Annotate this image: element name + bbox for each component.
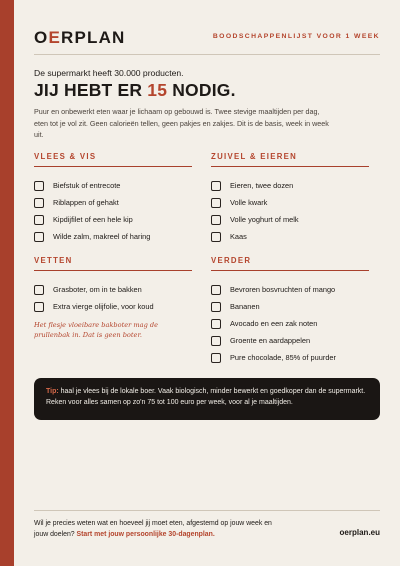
list-item[interactable]: Wilde zalm, makreel of haring bbox=[34, 228, 192, 245]
checkbox[interactable] bbox=[34, 198, 44, 208]
checkbox[interactable] bbox=[34, 215, 44, 225]
list-item[interactable]: Grasboter, om in te bakken bbox=[34, 281, 192, 298]
checkbox[interactable] bbox=[211, 232, 221, 242]
list-item[interactable]: Extra vierge olijfolie, voor koud bbox=[34, 298, 192, 315]
list-item[interactable]: Volle kwark bbox=[211, 194, 369, 211]
accent-bar bbox=[0, 0, 14, 566]
list-item[interactable]: Groente en aardappelen bbox=[211, 332, 369, 349]
checkbox[interactable] bbox=[211, 285, 221, 295]
list-item[interactable]: Biefstuk of entrecote bbox=[34, 177, 192, 194]
section-verder bbox=[211, 256, 369, 366]
section-vlees-vis bbox=[34, 152, 192, 245]
headline-number: 15 bbox=[147, 80, 168, 100]
section-title: VERDER bbox=[211, 256, 369, 271]
header-divider bbox=[34, 54, 380, 55]
checkbox[interactable] bbox=[211, 336, 221, 346]
tip-box bbox=[34, 378, 380, 420]
headline: JIJ HEBT ER 15 NODIG. bbox=[34, 80, 236, 100]
checkbox[interactable] bbox=[211, 215, 221, 225]
list-item[interactable]: Bevroren bosvruchten of mango bbox=[211, 281, 369, 298]
checkbox[interactable] bbox=[211, 353, 221, 363]
list-item[interactable]: Pure chocolade, 85% of puurder bbox=[211, 349, 369, 366]
list-item[interactable]: Kipdijfilet of een hele kip bbox=[34, 211, 192, 228]
checkbox[interactable] bbox=[211, 302, 221, 312]
section-zuivel-eieren bbox=[211, 152, 369, 245]
list-item[interactable]: Riblappen of gehakt bbox=[34, 194, 192, 211]
list-item[interactable]: Avocado en een zak noten bbox=[211, 315, 369, 332]
footer-text: Wil je precies weten wat en hoeveel jij moet eten, afgestemd op jouw week en jouw doelen? Start met jouw persoonlijke 30-dagenplan. bbox=[34, 520, 272, 538]
list-item[interactable]: Volle yoghurt of melk bbox=[211, 211, 369, 228]
checkbox[interactable] bbox=[34, 181, 44, 191]
checkbox[interactable] bbox=[211, 198, 221, 208]
checkbox[interactable] bbox=[34, 285, 44, 295]
checkbox[interactable] bbox=[34, 302, 44, 312]
tip-text: haal je vlees bij de lokale boer. Vaak biologisch, minder bewerkt en goedkoper dan de supermarkt. Reken voor alles samen op zo'n 75 tot 100 euro per week, voor al je maaltijden. bbox=[46, 388, 366, 406]
intro-subtitle: De supermarkt heeft 30.000 producten. bbox=[34, 68, 184, 78]
section-title: ZUIVEL & EIEREN bbox=[211, 152, 369, 167]
checkbox[interactable] bbox=[34, 232, 44, 242]
header-tag: BOODSCHAPPENLIJST VOOR 1 WEEK bbox=[212, 33, 380, 40]
list-item[interactable]: Eieren, twee dozen bbox=[211, 177, 369, 194]
checkbox[interactable] bbox=[211, 181, 221, 191]
handwritten-note: Het flesje vloeibare bakboter mag de prullenbak in. Dat is geen boter. bbox=[34, 321, 159, 339]
section-vetten bbox=[34, 256, 192, 315]
section-title: VLEES & VIS bbox=[34, 152, 192, 167]
tip-label: Tip: bbox=[46, 388, 59, 395]
website-url[interactable]: oerplan.eu bbox=[339, 528, 380, 537]
section-title: VETTEN bbox=[34, 256, 192, 271]
checkbox[interactable] bbox=[211, 319, 221, 329]
cta-link[interactable]: Start met jouw persoonlijke 30-dagenplan. bbox=[76, 531, 215, 538]
page bbox=[14, 0, 400, 566]
intro-text: Puur en onbewerkt eten waar je lichaam op gebouwd is. Twee stevige maaltijden per dag, eten tot je vol zit. Geen calorieën tellen, geen pakjes en zakjes. Dit is de basis, week in week uit. bbox=[34, 107, 329, 140]
list-item[interactable]: Kaas bbox=[211, 228, 369, 245]
list-item[interactable]: Bananen bbox=[211, 298, 369, 315]
logo: OERPLAN bbox=[34, 28, 126, 47]
footer-divider bbox=[34, 510, 380, 511]
header bbox=[34, 28, 380, 52]
